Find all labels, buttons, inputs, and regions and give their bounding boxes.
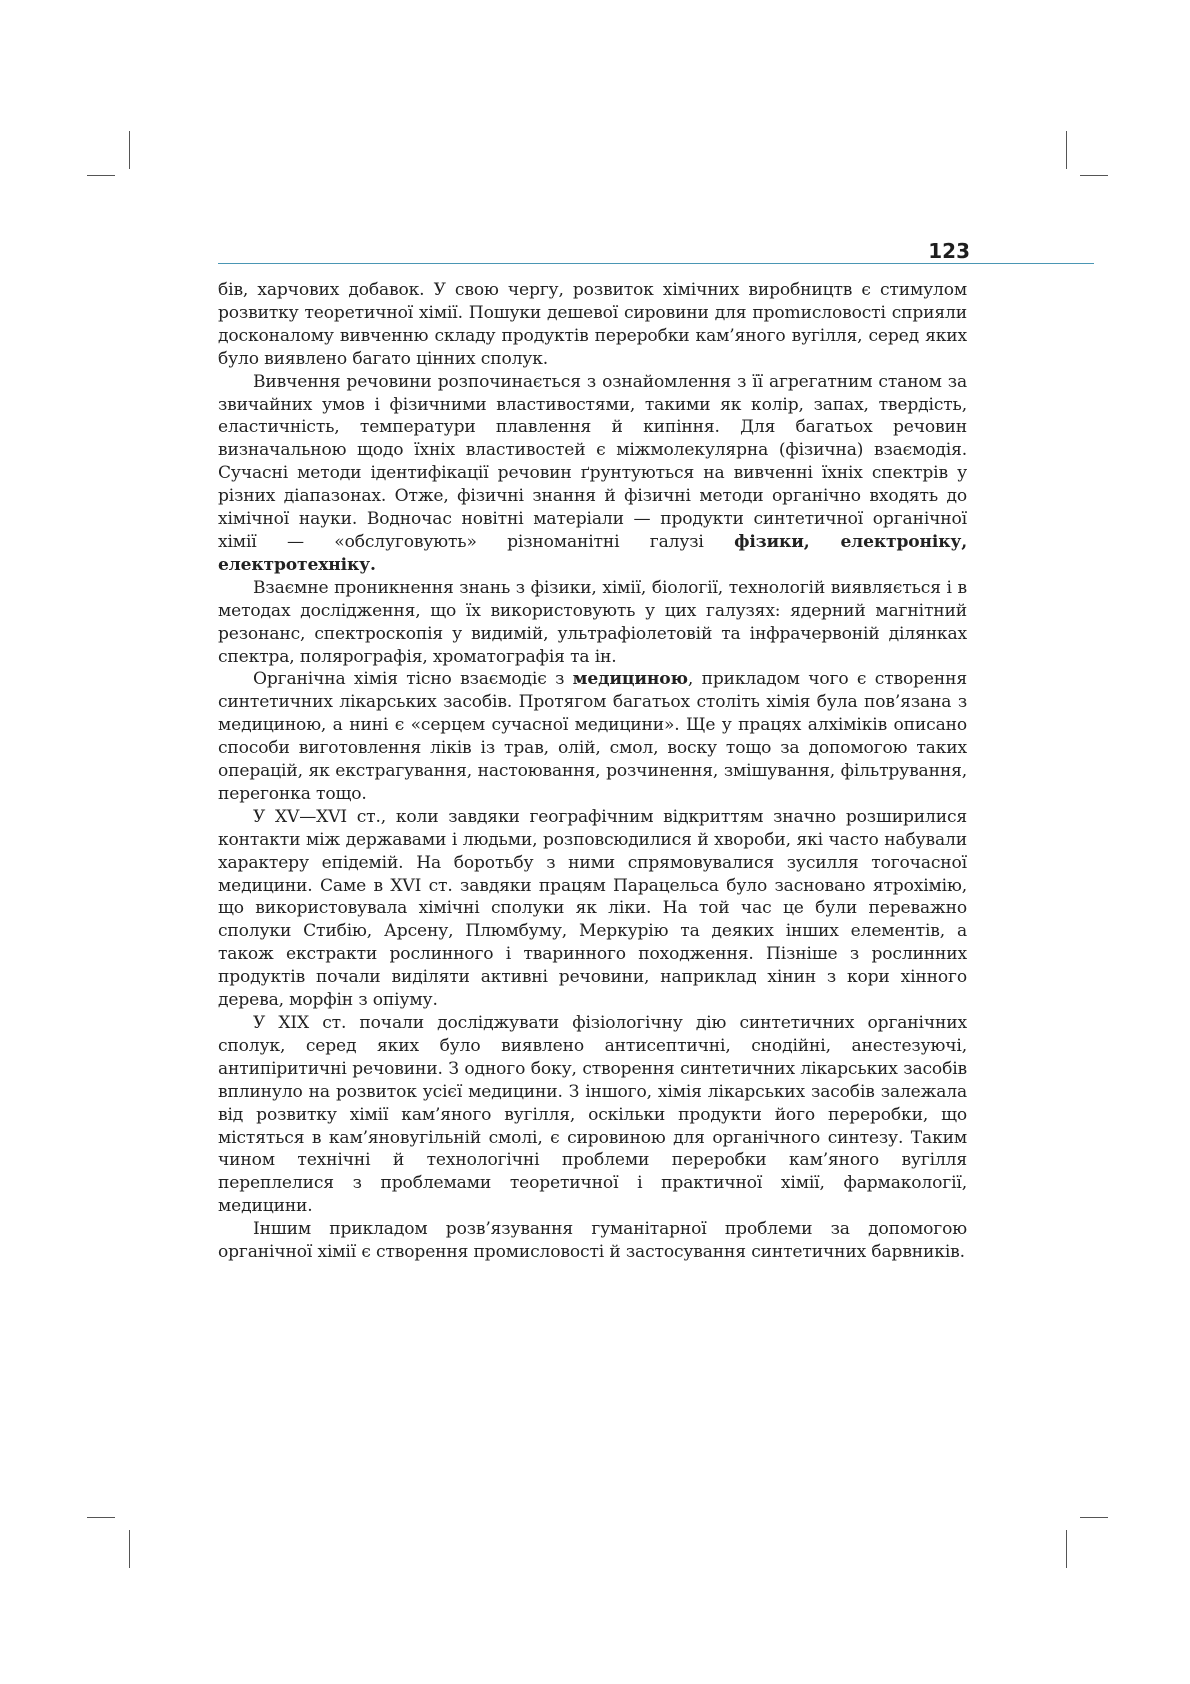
crop-mark-top-left-horizontal (87, 175, 115, 176)
paragraph (218, 371, 967, 577)
crop-mark-bottom-left-horizontal (87, 1517, 115, 1518)
paragraph-text: У XV—XVI ст., коли завдяки географічним відкриттям значно розширилися контакти між державами і людьми, розповсюдилися й хвороби, які часто набували характеру епідемій. На боротьбу з ними спрямовувалися зусилля тогочасної медицини. Саме в XVI ст. завдяки працям Парацельса було засновано ятрохімію, що використовувала хімічні сполуки як ліки. На той час це були переважно сполуки Стибію, Арсену, Плюмбуму, Меркурію та деяких інших елементів, а також екстракти рослинного і тваринного походження. Пізніше з рослинних продуктів почали виділяти активні речовини, наприклад хінин з кори хінного дерева, морфін з опіуму. (218, 806, 967, 1011)
paragraph (218, 577, 967, 669)
paragraph (218, 668, 967, 805)
bold-term: медициною (572, 669, 688, 690)
paragraph-text: У XIX ст. почали досліджувати фізіологічну дію синтетичних органічних сполук, серед яких було виявлено антисептичні, снодійні, анестезуючі, антипіритичні речовини. З одного боку, створення синтетичних лікарських засобів вплинуло на розвиток усієї медицини. З іншого, хімія лікарських засобів залежала від розвитку хімії кам’яного вугілля, оскільки продукти його переробки, що містяться в кам’яновугільній смолі, є сировиною для органічного синтезу. Таким чином технічні й технологічні проблеми переробки кам’яного вугілля переплелися з проблемами теоретичної і практичної хімії, фармакології, медицини. (218, 1013, 967, 1217)
paragraph-text: Органічна хімія тісно взаємодіє з (253, 669, 573, 690)
page-number: 123 (928, 239, 970, 263)
crop-mark-bottom-right-vertical (1066, 1530, 1067, 1568)
paragraph-text: , прикладом чого є створення синтетичних лікарських засобів. Протягом багатьох століть хімія була пов’язана з медициною, а нині є «серцем сучасної медицини». Ще у працях алхіміків описано способи виготовлення ліків із трав, олій, смол, воску тощо за допомогою таких операцій, як екстрагування, настоювання, розчинення, змішування, фільтрування, перегонка тощо. (218, 669, 967, 804)
paragraph-text: Іншим прикладом розв’язування гуманітарної проблеми за допомогою органічної хімії є створення промисловості й застосування синтетичних барвників. (218, 1219, 967, 1263)
paragraph-text: бів, харчових добавок. У свою чергу, розвиток хімічних виробництв є стимулом розвитку теоретичної хімії. Пошуки дешевої сировини для проmисловості сприяли досконалому вивченню складу продуктів переробки кам’яного вугілля, серед яких було виявлено багато цінних сполук. (218, 280, 967, 369)
paragraph (218, 806, 967, 1012)
crop-mark-bottom-left-vertical (129, 1530, 130, 1568)
paragraph-text: Вивчення речовини розпочинається з ознайомлення з її агрегатним станом за звичайних умов і фізичними властивостями, такими як колір, запах, твердість, еластичність, температури плавлення й кипіння. Для багатьох речовин визначальною щодо їхніх властивостей є міжмолекулярна (фізична) взаємодія. Сучасні методи ідентифікації речовин ґрунтуються на вивченні їхніх спектрів у різних діапазонах. Отже, фізичні знання й фізичні методи органічно входять до хімічної науки. Водночас новітні матеріали — продукти синтетичної органічної хімії — «обслуговують» різноманітні галузі (218, 371, 967, 552)
paragraph (218, 279, 967, 371)
paragraph-text: Взаємне проникнення знань з фізики, хімії, біології, технологій виявляється і в методах дослідження, що їх використовують у цих галузях: ядерний магнітний резонанс, спектроскопія у видимій, ультрафіолетовій та інфрачервоній ділянках спектра, полярографія, хроматографія та ін. (218, 577, 967, 667)
header-rule (218, 263, 1094, 264)
bold-term: фізики, електроніку, електротехніку. (218, 531, 967, 575)
paragraph (218, 1218, 967, 1264)
crop-mark-top-right-horizontal (1080, 175, 1108, 176)
crop-mark-bottom-right-horizontal (1080, 1517, 1108, 1518)
text-column (218, 279, 967, 1264)
paragraph (218, 1012, 967, 1218)
crop-mark-top-left-vertical (129, 131, 130, 169)
crop-mark-top-right-vertical (1066, 131, 1067, 169)
